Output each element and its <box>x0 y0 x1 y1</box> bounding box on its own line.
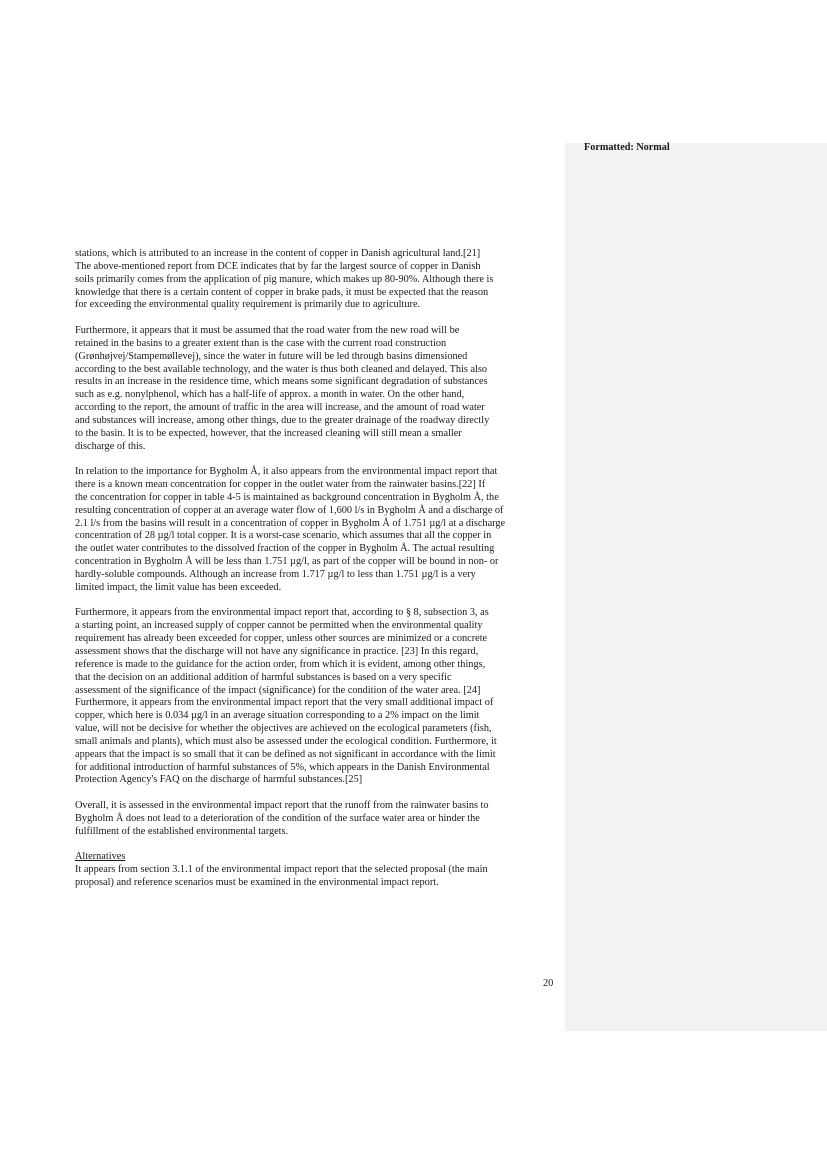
page-number: 20 <box>543 978 554 989</box>
text-line: 2.1 l/s from the basins will result in a concentration of copper in Bygholm Å of 1.751 µg/l at a discharge <box>75 517 506 529</box>
text-line: to the basin. It is to be expected, however, that the increased cleaning will still mean a smaller <box>75 427 462 439</box>
text-line: (Grønhøjvej/Stampemøllevej), since the water in future will be led through basins dimensioned <box>75 350 468 362</box>
text-line: the outlet water contributes to the dissolved fraction of the copper in Bygholm Å. The actual resulting <box>75 543 495 555</box>
text-line: results in an increase in the residence time, which means some significant degradation of substances <box>75 376 488 388</box>
text-line: hardly-soluble compounds. Although an increase from 1.717 µg/l to less than 1.751 µg/l is a very <box>75 569 476 580</box>
text-line: In relation to the importance for Bygholm Å, it also appears from the environmental impact report that <box>75 466 498 478</box>
text-line: resulting concentration of copper at an average water flow of 1,600 l/s in Bygholm Å and a discharge of <box>75 504 504 516</box>
text-line: for exceeding the environmental quality requirement is primarily due to agriculture. <box>75 299 421 311</box>
text-line: Furthermore, it appears that it must be assumed that the road water from the new road will be <box>75 325 460 337</box>
text-line: value, will not be decisive for whether the objectives are achieved on the ecological parameters (fish, <box>75 723 492 735</box>
text-line: for additional introduction of harmful substances of 5%, which appears in the Danish Environmental <box>75 761 490 773</box>
text-line: proposal) and reference scenarios must be examined in the environmental impact report. <box>75 877 439 889</box>
paragraph-bygholm-concentration <box>75 466 562 594</box>
text-line: stations, which is attributed to an increase in the content of copper in Danish agricultural land.[21] <box>75 248 481 259</box>
text-line: assessment of the significance of the impact (significance) for the condition of the water area. [24] <box>75 684 481 696</box>
text-line: there is a known mean concentration for copper in the outlet water from the rainwater basins.[22] If <box>75 479 486 491</box>
text-line: according to the report, the amount of traffic in the area will increase, and the amount of road water <box>75 402 485 414</box>
text-line: the concentration for copper in table 4-5 is maintained as background concentration in Bygholm Å, the <box>75 491 499 503</box>
text-line: requirement has already been exceeded for copper, unless other sources are minimized or a concrete <box>75 633 488 645</box>
text-line: appears that the impact is so small that it can be defined as not significant in accordance with the limit <box>75 748 496 760</box>
text-line: discharge of this. <box>75 440 146 452</box>
text-line: small animals and plants), which must also be assessed under the ecological condition. Furthermore, it <box>75 735 497 747</box>
text-line: It appears from section 3.1.1 of the environmental impact report that the selected proposal (the main <box>75 864 488 876</box>
text-line: Furthermore, it appears from the environmental impact report that the very small additional impact of <box>75 697 494 709</box>
text-line: Furthermore, it appears from the environmental impact report that, according to § 8, subsection 3, as <box>75 607 489 619</box>
text-line: Overall, it is assessed in the environmental impact report that the runoff from the rainwater basins to <box>75 800 489 812</box>
section-alternatives <box>75 851 562 890</box>
text-line: soils primarily comes from the application of pig manure, which makes up 80-90%. Although there is <box>75 273 494 285</box>
text-line: that the decision on an additional addition of harmful substances is based on a very specific <box>75 671 452 683</box>
text-line: limited impact, the limit value has been exceeded. <box>75 581 282 593</box>
text-line: according to the best available technology, and the water is thus both cleaned and delayed. This also <box>75 363 488 375</box>
paragraph-legal-assessment <box>75 607 562 787</box>
text-line: Protection Agency's FAQ on the discharge of harmful substances.[25] <box>75 774 363 786</box>
text-line: and substances will increase, among other things, due to the greater drainage of the roadway directly <box>75 414 490 426</box>
text-line: concentration of 28 µg/l total copper. It is a worst-case scenario, which assumes that all the copper in <box>75 530 492 542</box>
text-line: retained in the basins to a greater extent than is the case with the current road construction <box>75 337 447 349</box>
text-line: fulfillment of the established environmental targets. <box>75 825 289 837</box>
text-line: concentration in Bygholm Å will be less than 1.751 µg/l, as part of the copper will be bound in non- or <box>75 556 499 568</box>
text-line: copper, which here is 0.034 µg/l in an average situation corresponding to a 2% impact on the limit <box>75 710 480 722</box>
formatted-comment-label: Formatted: Normal <box>584 142 670 153</box>
paragraph-copper-sources <box>75 248 562 312</box>
text-line: The above-mentioned report from DCE indicates that by far the largest source of copper in Danish <box>75 260 481 272</box>
text-line: assessment shows that the discharge will not have any significance in practice. [23] In this regard, <box>75 646 479 658</box>
text-line: knowledge that there is a certain content of copper in brake pads, it must be expected that the reason <box>75 286 489 298</box>
text-line: a starting point, an increased supply of copper cannot be permitted when the environmental quality <box>75 620 483 632</box>
alternatives-heading: Alternatives <box>75 851 126 863</box>
text-line: such as e.g. nonylphenol, which has a half-life of approx. a month in water. On the other hand, <box>75 389 465 401</box>
text-line: reference is made to the guidance for the action order, from which it is evident, among other things, <box>75 658 486 670</box>
paragraph-road-water <box>75 325 562 453</box>
comment-pane <box>565 143 827 1031</box>
text-line: Bygholm Å does not lead to a deterioration of the condition of the surface water area or hinder the <box>75 812 480 824</box>
paragraph-overall-assessment <box>75 800 562 839</box>
document-body <box>75 248 562 903</box>
